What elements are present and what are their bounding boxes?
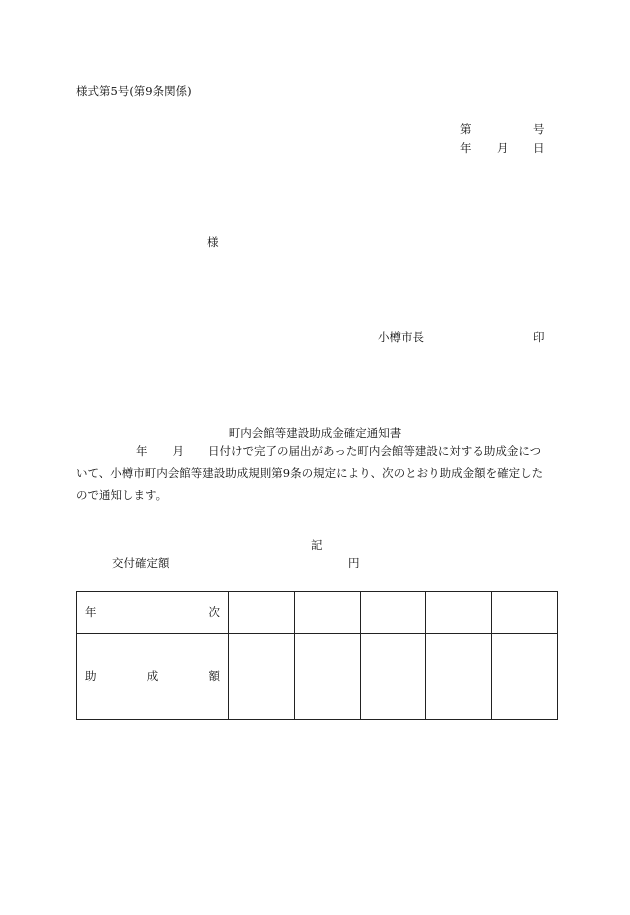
body-line-2: いて、小樽市町内会館等建設助成規則第9条の規定により、次のとおり助成金額を確定した <box>76 466 544 480</box>
year-header-right: 次 <box>208 604 220 619</box>
year-cell <box>361 592 426 634</box>
amount-header-right: 額 <box>208 668 220 683</box>
year-cell <box>229 592 295 634</box>
year-header-left: 年 <box>85 604 97 619</box>
ki-label: 記 <box>311 538 323 552</box>
issuer-seal: 印 <box>533 330 545 344</box>
issuer-title: 小樽市長 <box>378 330 424 344</box>
amount-header-cell <box>77 634 229 720</box>
form-label: 様式第5号(第9条関係) <box>76 84 192 98</box>
year-cell <box>492 592 558 634</box>
amount-cell <box>426 634 492 720</box>
body-line-3: ので通知します。 <box>76 488 168 502</box>
amount-header-middle: 成 <box>146 668 159 683</box>
amount-cell <box>361 634 426 720</box>
amount-cell <box>229 634 295 720</box>
body-line-1 <box>76 440 558 462</box>
amount-cell <box>492 634 558 720</box>
table-row-year <box>77 592 558 634</box>
body-month: 月 <box>172 444 184 458</box>
document-title: 町内会館等建設助成金確定通知書 <box>228 426 402 440</box>
body-paragraph <box>76 440 558 506</box>
table-row-amount <box>77 634 558 720</box>
doc-number-prefix: 第 <box>460 122 472 136</box>
body-year: 年 <box>136 444 148 458</box>
date-day: 日 <box>533 141 545 155</box>
addressee-suffix: 様 <box>207 235 219 249</box>
year-header-cell <box>77 592 229 634</box>
amount-table <box>76 591 558 720</box>
amount-cell <box>295 634 361 720</box>
amount-header-left: 助 <box>85 668 97 683</box>
amount-label: 交付確定額 <box>112 556 170 570</box>
doc-number-suffix: 号 <box>533 122 545 136</box>
year-cell <box>426 592 492 634</box>
amount-unit: 円 <box>348 556 360 570</box>
date-month: 月 <box>497 141 509 155</box>
body-line-1-text: 日付けで完了の届出があった町内会館等建設に対する助成金につ <box>208 444 542 458</box>
date-year: 年 <box>460 141 472 155</box>
year-cell <box>295 592 361 634</box>
